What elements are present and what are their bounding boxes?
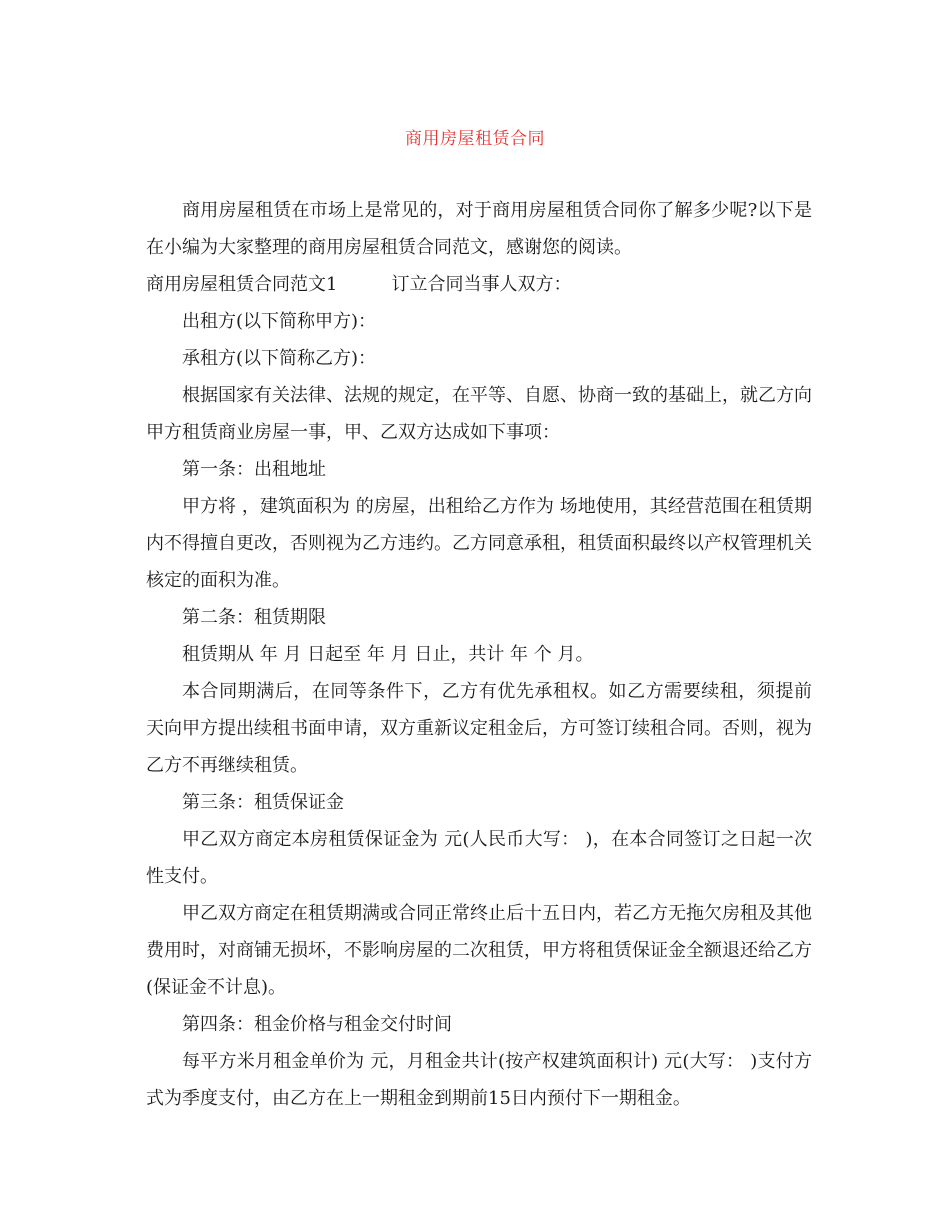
lessor-line: 出租方(以下简称甲方)： [182, 311, 377, 332]
sample-heading: 商用房屋租赁合同范文1 [146, 274, 338, 295]
article-1-text: 甲方将 ，建筑面积为 的房屋，出租给乙方作为 场地使用，其经营范围在租赁期内不得擅自更改，否则视为乙方违约。乙方同意承租，租赁面积最终以产权管理机关核定的面积为准。 [146, 496, 812, 591]
document-body [146, 192, 812, 1117]
article-3-text-2: 甲乙双方商定在租赁期满或合同正常终止后十五日内，若乙方无拖欠房租及其他费用时，对商铺无损坏，不影响房屋的二次租赁，甲方将租赁保证金全额退还给乙方(保证金不计息)。 [146, 903, 812, 998]
article-3-text-1: 甲乙双方商定本房租赁保证金为 元(人民币大写： )，在本合同签订之日起一次性支付。 [146, 829, 812, 887]
lessee-line: 承租方(以下简称乙方)： [182, 348, 377, 369]
intro-paragraph: 商用房屋租赁在市场上是常见的，对于商用房屋租赁合同你了解多少呢?以下是在小编为大家整理的商用房屋租赁合同范文，感谢您的阅读。 [146, 200, 812, 258]
article-2-text-2: 本合同期满后，在同等条件下，乙方有优先承租权。如乙方需要续租，须提前 天向甲方提出续租书面申请，双方重新议定租金后，方可签订续租合同。否则，视为乙方不再继续租赁。 [146, 681, 812, 776]
article-4-text: 每平方米月租金单价为 元，月租金共计(按产权建筑面积计) 元(大写： )支付方式为季度支付，由乙方在上一期租金到期前15日内预付下一期租金。 [146, 1051, 812, 1109]
article-2-text-1: 租赁期从 年 月 日起至 年 月 日止，共计 年 个 月。 [182, 644, 594, 665]
article-2-heading: 第二条：租赁期限 [182, 607, 326, 628]
parties-intro: 订立合同当事人双方： [391, 274, 572, 295]
article-3-heading: 第三条：租赁保证金 [182, 792, 344, 813]
preamble-paragraph: 根据国家有关法律、法规的规定，在平等、自愿、协商一致的基础上，就乙方向甲方租赁商业房屋一事，甲、乙双方达成如下事项： [146, 385, 812, 443]
article-4-heading: 第四条：租金价格与租金交付时间 [182, 1014, 452, 1035]
article-1-heading: 第一条：出租地址 [182, 459, 326, 480]
sample-heading-line [146, 266, 812, 303]
document-title: 商用房屋租赁合同 [405, 129, 545, 149]
